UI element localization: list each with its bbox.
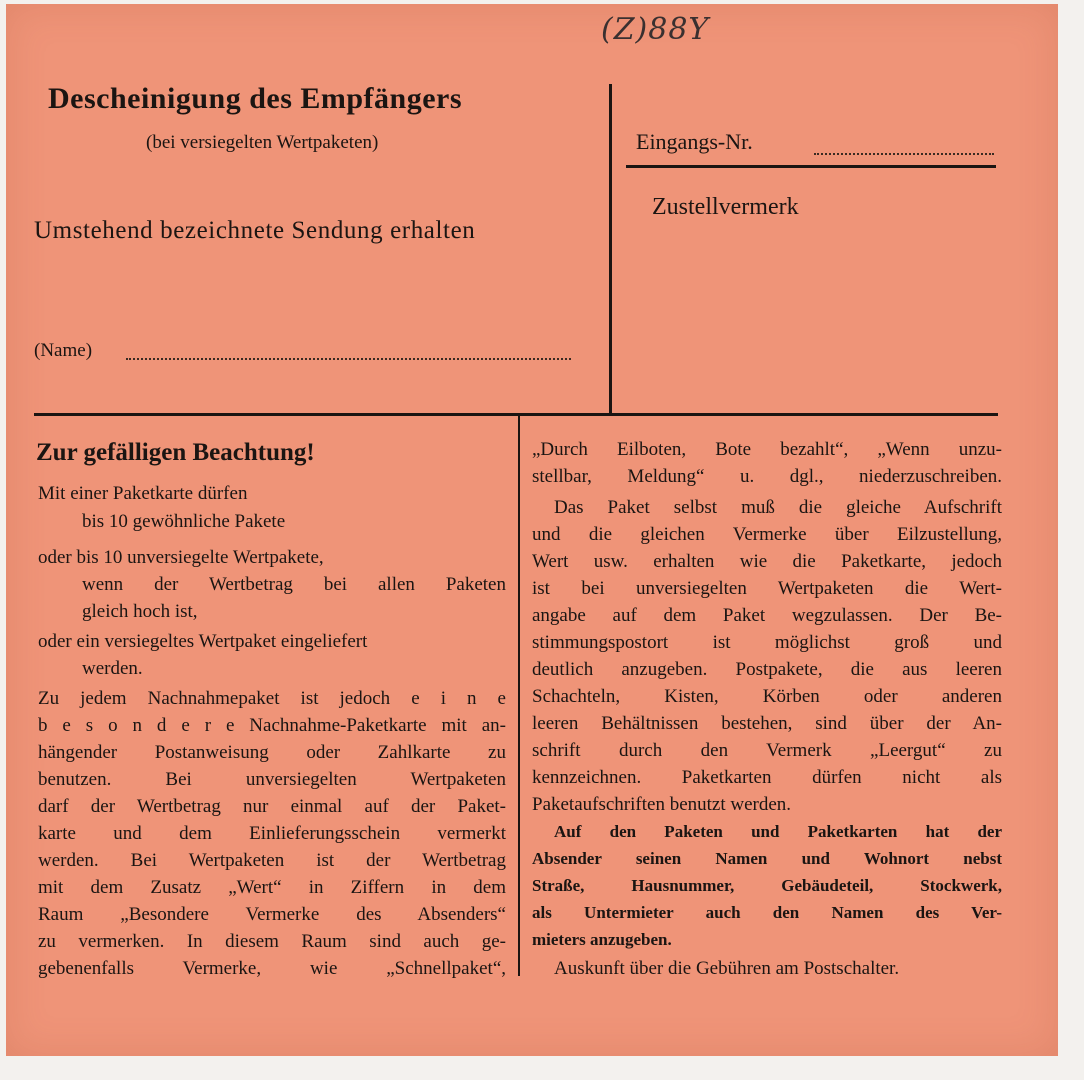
receipt-title: Descheinigung des Empfängers — [48, 82, 463, 115]
right-line: leeren Behältnissen bestehen, sind über der An- — [532, 713, 1002, 734]
right-line: stimmungspostort ist möglichst groß und — [532, 632, 1002, 653]
right-line: Wert usw. erhalten wie die Paketkarte, jedoch — [532, 551, 1002, 572]
right-line: und die gleichen Vermerke über Eilzustellung, — [532, 524, 1002, 545]
zustell-label: Zustellvermerk — [652, 194, 799, 220]
left-line: Zu jedem Nachnahmepaket ist jedoch e i n e — [38, 688, 506, 709]
right-line: stellbar, Meldung“ u. dgl., niederzuschreiben. — [532, 466, 1002, 487]
received-text: Umstehend bezeichnete Sendung erhalten — [34, 217, 476, 244]
left-line: zu vermerken. In diesem Raum sind auch ge- — [38, 931, 506, 952]
right-divider-horizontal — [626, 165, 996, 168]
right-line: Paketaufschriften benutzt werden. — [532, 794, 792, 815]
name-dotted-line — [126, 358, 571, 360]
parcel-card — [6, 4, 1058, 1056]
left-line: gebenenfalls Vermerke, wie „Schnellpaket“, — [38, 958, 506, 979]
right-line: ist bei unversiegelten Wertpaketen die Wert- — [532, 578, 1002, 599]
left-line: darf der Wertbetrag nur einmal auf der Paket- — [38, 796, 506, 817]
left-line: oder bis 10 unversiegelte Wertpakete, — [38, 547, 324, 568]
right-bold-line: Straße, Hausnummer, Gebäudeteil, Stockwerk, — [532, 876, 1002, 895]
right-bold-line: mieters anzugeben. — [532, 930, 672, 949]
left-line: werden. Bei Wertpaketen ist der Wertbetrag — [38, 850, 506, 871]
left-line: karte und dem Einlieferungsschein vermerkt — [38, 823, 506, 844]
eingang-dotted-line — [814, 153, 994, 155]
right-line: angabe auf dem Paket wegzulassen. Der Be- — [532, 605, 1002, 626]
right-bold-line: als Untermieter auch den Namen des Ver- — [532, 903, 1002, 922]
left-line: hängender Postanweisung oder Zahlkarte zu — [38, 742, 506, 763]
left-line: mit dem Zusatz „Wert“ in Ziffern in dem — [38, 877, 506, 898]
left-line: bis 10 gewöhnliche Pakete — [82, 511, 286, 532]
receipt-subtitle: (bei versiegelten Wertpaketen) — [146, 132, 379, 153]
handwritten-note: (Z)88Y — [601, 12, 710, 47]
left-line: oder ein versiegeltes Wertpaket eingeliefert — [38, 631, 368, 652]
notice-heading: Zur gefälligen Beachtung! — [36, 439, 315, 466]
fee-info-footer: Auskunft über die Gebühren am Postschalter. — [554, 958, 900, 979]
right-line: „Durch Eilboten, Bote bezahlt“, „Wenn unzu- — [532, 439, 1002, 460]
name-label: (Name) — [34, 340, 93, 361]
top-divider-vertical — [609, 84, 612, 414]
left-line: b e s o n d e r e Nachnahme-Paketkarte mit an- — [38, 715, 506, 736]
right-bold-line: Auf den Paketen und Paketkarten hat der — [554, 822, 1002, 841]
eingang-label: Eingangs-Nr. — [636, 129, 753, 154]
left-line: wenn der Wertbetrag bei allen Paketen — [82, 574, 506, 595]
right-line: Schachteln, Kisten, Körben oder anderen — [532, 686, 1002, 707]
left-line: Mit einer Paketkarte dürfen — [38, 483, 248, 504]
left-line: benutzen. Bei unversiegelten Wertpaketen — [38, 769, 506, 790]
right-line: Das Paket selbst muß die gleiche Aufschrift — [554, 497, 1002, 518]
right-bold-line: Absender seinen Namen und Wohnort nebst — [532, 849, 1002, 868]
left-line: werden. — [82, 658, 143, 679]
bottom-divider-vertical — [518, 416, 520, 976]
right-line: deutlich anzugeben. Postpakete, die aus leeren — [532, 659, 1002, 680]
main-divider-horizontal — [34, 413, 998, 416]
left-line: Raum „Besondere Vermerke des Absenders“ — [38, 904, 506, 925]
right-line: schrift durch den Vermerk „Leergut“ zu — [532, 740, 1002, 761]
right-line: kennzeichnen. Paketkarten dürfen nicht als — [532, 767, 1002, 788]
left-line: gleich hoch ist, — [82, 601, 198, 622]
